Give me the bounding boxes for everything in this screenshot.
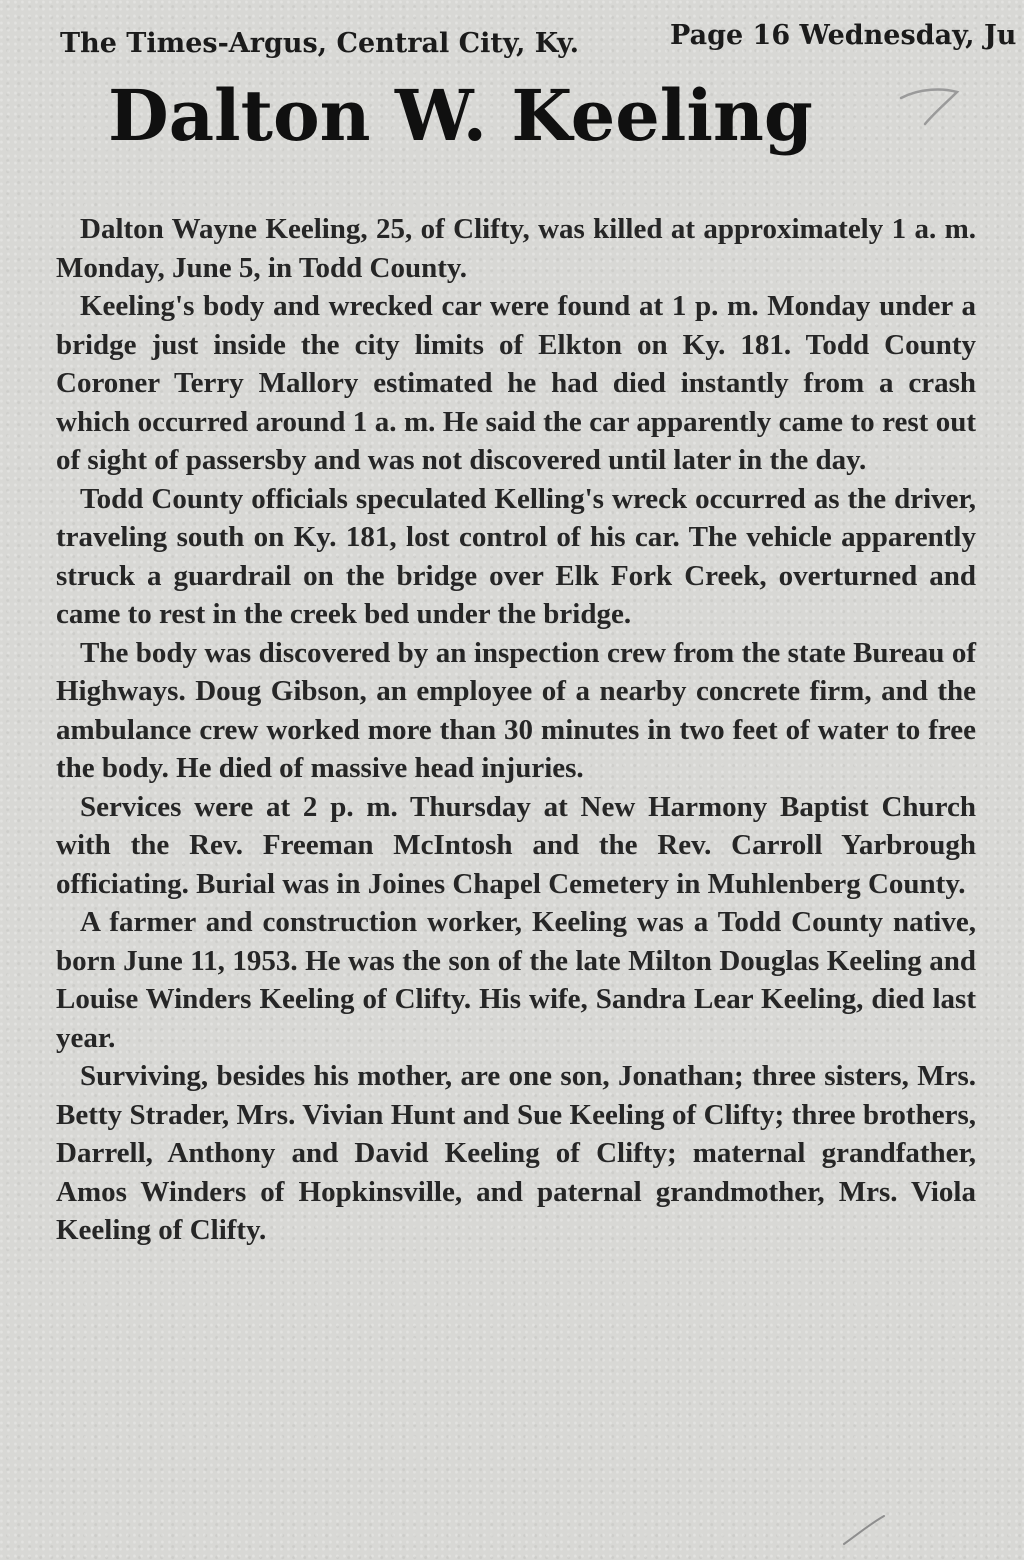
article-paragraph: Dalton Wayne Keeling, 25, of Clifty, was killed at approximately 1 a. m. Monday, June 5, in Todd County. (56, 213, 976, 284)
pen-stroke-icon (840, 1510, 890, 1550)
page-dateline: Page 16 Wednesday, Ju (670, 20, 1017, 51)
article-paragraph: Surviving, besides his mother, are one son, Jonathan; three sisters, Mrs. Betty Strader, Mrs. Vivian Hunt and Sue Keeling of Clifty; three brothers, Darrell, Anthony and David Keeling of Clifty; maternal grandfather, Amos Winders of Hopkinsville, and paternal grandmother, Mrs. Viola Keeling of Clifty. (56, 1060, 976, 1246)
obituary-headline: Dalton W. Keeling (108, 74, 813, 157)
pen-mark-icon (895, 80, 965, 130)
article-paragraph: Keeling's body and wrecked car were found at 1 p. m. Monday under a bridge just inside the city limits of Elkton on Ky. 181. Todd County Coroner Terry Mallory estimated he had died instantly from a crash which occurred around 1 a. m. He said the car apparently came to rest out of sight of passersby and was not discovered until later in the day. (56, 290, 976, 476)
article-paragraph: Todd County officials speculated Kelling's wreck occurred as the driver, traveling south on Ky. 181, lost control of his car. The vehicle apparently struck a guardrail on the bridge over Elk Fork Creek, overturned and came to rest in the creek bed under the bridge. (56, 482, 976, 630)
obituary-article (56, 210, 976, 1530)
newspaper-name: The Times-Argus, Central City, Ky. (60, 28, 579, 59)
masthead (60, 20, 1024, 66)
article-paragraph: A farmer and construction worker, Keeling was a Todd County native, born June 11, 1953. He was the son of the late Milton Douglas Keeling and Louise Winders Keeling of Clifty. His wife, Sandra Lear Keeling, died last year. (56, 906, 976, 1054)
article-paragraph: The body was discovered by an inspection crew from the state Bureau of Highways. Doug Gibson, an employee of a nearby concrete firm, and the ambulance crew worked more than 30 minutes in two feet of water to free the body. He died of massive head injuries. (56, 636, 976, 784)
article-paragraph: Services were at 2 p. m. Thursday at New Harmony Baptist Church with the Rev. Freeman McIntosh and the Rev. Carroll Yarbrough officiating. Burial was in Joines Chapel Cemetery in Muhlenberg County. (56, 790, 976, 900)
